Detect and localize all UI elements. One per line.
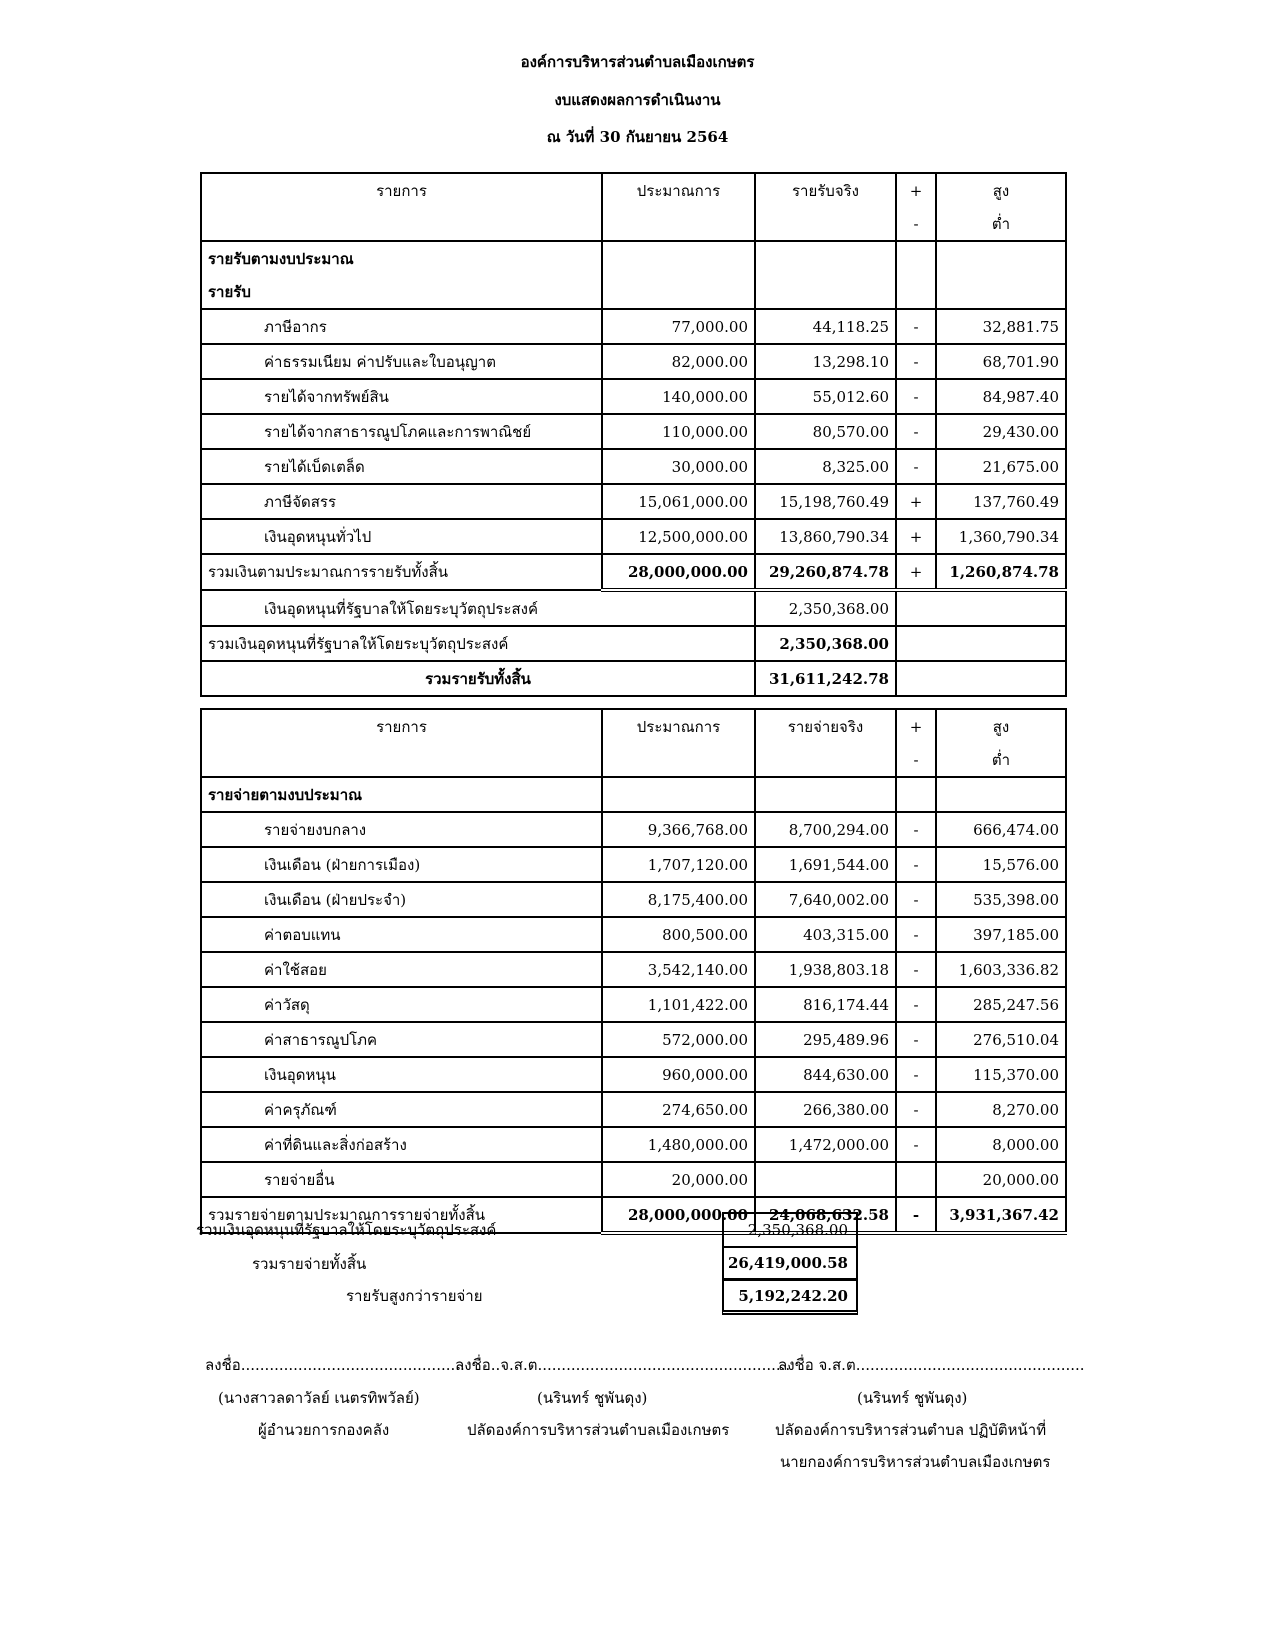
income-total-row [201, 554, 1066, 590]
actual-cell: 2,350,368.00 [755, 590, 896, 626]
surplus-label: รายรับสูงกว่ารายจ่าย [346, 1287, 483, 1305]
actual-cell: 1,938,803.18 [755, 952, 896, 987]
table-row [201, 882, 1066, 917]
surplus-value: 5,192,242.20 [722, 1279, 858, 1315]
table-row [201, 1162, 1066, 1197]
estimate-cell: 77,000.00 [602, 309, 755, 344]
document-title: งบแสดงผลการดำเนินงาน [554, 91, 721, 109]
signer-position-3a: ปลัดองค์การบริหารส่วนตำบล ปฏิบัติหน้าที่ [775, 1421, 1047, 1439]
section-heading: รายจ่ายตามงบประมาณ [201, 777, 602, 812]
col-header-high: สูง [936, 709, 1066, 743]
signer-name-2: (นรินทร์ ชูพันดุง) [537, 1389, 648, 1407]
row-label: ค่าที่ดินและสิ่งก่อสร้าง [201, 1127, 602, 1162]
sign-cell: - [896, 1197, 936, 1233]
table-row [201, 344, 1066, 379]
actual-cell: 403,315.00 [755, 917, 896, 952]
row-label: ค่าใช้สอย [201, 952, 602, 987]
signature-line-2: ลงชื่อ..จ.ส.ต..................................................... [455, 1356, 791, 1374]
row-label: ภาษีจัดสรร [201, 484, 602, 519]
sign-cell: - [896, 952, 936, 987]
col-header-minus: - [896, 743, 936, 777]
sign-cell: + [896, 484, 936, 519]
sign-cell: - [896, 379, 936, 414]
sign-cell: - [896, 1127, 936, 1162]
estimate-cell: 110,000.00 [602, 414, 755, 449]
signer-position-1: ผู้อำนวยการกองคลัง [258, 1421, 390, 1439]
row-label: เงินเดือน (ฝ่ายประจำ) [201, 882, 602, 917]
document-date: ณ วันที่ 30 กันยายน 2564 [546, 128, 729, 146]
actual-cell: 844,630.00 [755, 1057, 896, 1092]
table-row [201, 449, 1066, 484]
sign-cell: - [896, 1092, 936, 1127]
table-row [201, 1057, 1066, 1092]
actual-cell: 13,860,790.34 [755, 519, 896, 554]
col-header-actual: รายรับจริง [755, 173, 896, 207]
col-header-estimate: ประมาณการ [602, 173, 755, 207]
subsection-heading: รายรับ [201, 275, 602, 309]
expense-table [200, 708, 1067, 1235]
diff-cell: 535,398.00 [936, 882, 1066, 917]
actual-cell: 8,325.00 [755, 449, 896, 484]
table-row [201, 987, 1066, 1022]
signature-line-1: ลงชื่อ............................................... [205, 1356, 465, 1374]
sign-cell: - [896, 1022, 936, 1057]
col-header-high: สูง [936, 173, 1066, 207]
actual-cell: 1,691,544.00 [755, 847, 896, 882]
col-header-item: รายการ [201, 709, 602, 743]
actual-cell: 295,489.96 [755, 1022, 896, 1057]
sign-cell: - [896, 987, 936, 1022]
diff-cell: 15,576.00 [936, 847, 1066, 882]
sign-cell: - [896, 344, 936, 379]
row-label: รายได้เบ็ดเตล็ด [201, 449, 602, 484]
sign-cell: - [896, 414, 936, 449]
sign-cell [896, 1162, 936, 1197]
estimate-cell: 960,000.00 [602, 1057, 755, 1092]
row-label: รายจ่ายอื่น [201, 1162, 602, 1197]
estimate-cell: 800,500.00 [602, 917, 755, 952]
row-label: รายได้จากสาธารณูปโภคและการพาณิชย์ [201, 414, 602, 449]
expense-grand-total-label: รวมรายจ่ายทั้งสิ้น [252, 1255, 367, 1273]
estimate-cell: 28,000,000.00 [602, 554, 755, 590]
actual-cell: 31,611,242.78 [755, 661, 896, 696]
estimate-cell: 12,500,000.00 [602, 519, 755, 554]
sign-cell: - [896, 1057, 936, 1092]
sign-cell: - [896, 882, 936, 917]
sign-cell: + [896, 554, 936, 590]
signer-name-1: (นางสาวลดาวัลย์ เนตรทิพวัลย์) [218, 1389, 420, 1407]
actual-cell: 29,260,874.78 [755, 554, 896, 590]
row-label: รวมเงินตามประมาณการรายรับทั้งสิ้น [201, 554, 602, 590]
table-row [201, 379, 1066, 414]
diff-cell: 21,675.00 [936, 449, 1066, 484]
income-grand-total-row [201, 661, 1066, 696]
estimate-cell: 274,650.00 [602, 1092, 755, 1127]
table-row [201, 1022, 1066, 1057]
row-label: เงินเดือน (ฝ่ายการเมือง) [201, 847, 602, 882]
diff-cell: 29,430.00 [936, 414, 1066, 449]
table-row [201, 847, 1066, 882]
table-row [201, 812, 1066, 847]
row-label: ค่าสาธารณูปโภค [201, 1022, 602, 1057]
row-label: รายได้จากทรัพย์สิน [201, 379, 602, 414]
table-row [201, 1092, 1066, 1127]
actual-cell: 80,570.00 [755, 414, 896, 449]
diff-cell: 137,760.49 [936, 484, 1066, 519]
actual-cell: 44,118.25 [755, 309, 896, 344]
sign-cell: - [896, 449, 936, 484]
col-header-actual: รายจ่ายจริง [755, 709, 896, 743]
estimate-cell: 9,366,768.00 [602, 812, 755, 847]
actual-cell: 7,640,002.00 [755, 882, 896, 917]
table-row [201, 917, 1066, 952]
actual-cell: 15,198,760.49 [755, 484, 896, 519]
diff-cell: 8,000.00 [936, 1127, 1066, 1162]
diff-cell: 397,185.00 [936, 917, 1066, 952]
estimate-cell: 20,000.00 [602, 1162, 755, 1197]
row-label: ค่าตอบแทน [201, 917, 602, 952]
row-label: รวมรายรับทั้งสิ้น [201, 661, 755, 696]
table-row [201, 1127, 1066, 1162]
signer-position-2: ปลัดองค์การบริหารส่วนตำบลเมืองเกษตร [467, 1421, 730, 1439]
diff-cell: 1,603,336.82 [936, 952, 1066, 987]
sign-cell: + [896, 519, 936, 554]
estimate-cell: 1,707,120.00 [602, 847, 755, 882]
signer-name-3: (นรินทร์ ชูพันดุง) [857, 1389, 968, 1407]
grant-total-row [201, 626, 1066, 661]
estimate-cell: 28,000,000.00 [602, 1197, 755, 1233]
section-heading: รายรับตามงบประมาณ [201, 241, 602, 275]
sign-cell: - [896, 917, 936, 952]
row-label: รวมรายจ่ายตามประมาณการรายจ่ายทั้งสิ้น [201, 1197, 602, 1233]
expense-grant-total-value: 2,350,368.00 [722, 1212, 858, 1248]
actual-cell: 266,380.00 [755, 1092, 896, 1127]
estimate-cell: 1,480,000.00 [602, 1127, 755, 1162]
col-header-estimate: ประมาณการ [602, 709, 755, 743]
col-header-low: ต่ำ [936, 743, 1066, 777]
actual-cell: 8,700,294.00 [755, 812, 896, 847]
table-row [201, 484, 1066, 519]
diff-cell: 1,360,790.34 [936, 519, 1066, 554]
signer-position-3b: นายกองค์การบริหารส่วนตำบลเมืองเกษตร [780, 1453, 1051, 1471]
actual-cell [755, 1162, 896, 1197]
row-label: ค่าครุภัณฑ์ [201, 1092, 602, 1127]
row-label: ค่าวัสดุ [201, 987, 602, 1022]
col-header-minus: - [896, 207, 936, 241]
estimate-cell: 140,000.00 [602, 379, 755, 414]
grant-row [201, 590, 1066, 626]
row-label: เงินอุดหนุน [201, 1057, 602, 1092]
diff-cell: 84,987.40 [936, 379, 1066, 414]
actual-cell: 55,012.60 [755, 379, 896, 414]
estimate-cell: 8,175,400.00 [602, 882, 755, 917]
row-label: เงินอุดหนุนทั่วไป [201, 519, 602, 554]
signature-line-3: ลงชื่อ จ.ส.ต................................................ [778, 1356, 1085, 1374]
actual-cell: 24,068,632.58 [755, 1197, 896, 1233]
sign-cell: - [896, 847, 936, 882]
col-header-item: รายการ [201, 173, 602, 207]
sign-cell: - [896, 309, 936, 344]
table-row [201, 414, 1066, 449]
diff-cell: 1,260,874.78 [936, 554, 1066, 590]
table-row [201, 952, 1066, 987]
col-header-plus: + [896, 709, 936, 743]
row-label: ภาษีอากร [201, 309, 602, 344]
actual-cell: 816,174.44 [755, 987, 896, 1022]
estimate-cell: 82,000.00 [602, 344, 755, 379]
row-label: รายจ่ายงบกลาง [201, 812, 602, 847]
actual-cell: 13,298.10 [755, 344, 896, 379]
sign-cell: - [896, 812, 936, 847]
estimate-cell: 1,101,422.00 [602, 987, 755, 1022]
actual-cell: 1,472,000.00 [755, 1127, 896, 1162]
estimate-cell: 3,542,140.00 [602, 952, 755, 987]
diff-cell: 666,474.00 [936, 812, 1066, 847]
diff-cell: 68,701.90 [936, 344, 1066, 379]
col-header-low: ต่ำ [936, 207, 1066, 241]
diff-cell: 276,510.04 [936, 1022, 1066, 1057]
table-row [201, 519, 1066, 554]
expense-grand-total-value: 26,419,000.58 [722, 1246, 858, 1280]
estimate-cell: 15,061,000.00 [602, 484, 755, 519]
diff-cell: 20,000.00 [936, 1162, 1066, 1197]
row-label: รวมเงินอุดหนุนที่รัฐบาลให้โดยระบุวัตถุประสงค์ [201, 626, 755, 661]
col-header-plus: + [896, 173, 936, 207]
diff-cell: 32,881.75 [936, 309, 1066, 344]
diff-cell: 3,931,367.42 [936, 1197, 1066, 1233]
org-name: องค์การบริหารส่วนตำบลเมืองเกษตร [520, 53, 755, 71]
estimate-cell: 572,000.00 [602, 1022, 755, 1057]
diff-cell: 285,247.56 [936, 987, 1066, 1022]
expense-grant-total-label: รวมเงินอุดหนุนที่รัฐบาลให้โดยระบุวัตถุประสงค์ [196, 1221, 497, 1239]
row-label: ค่าธรรมเนียม ค่าปรับและใบอนุญาต [201, 344, 602, 379]
diff-cell: 115,370.00 [936, 1057, 1066, 1092]
actual-cell: 2,350,368.00 [755, 626, 896, 661]
estimate-cell: 30,000.00 [602, 449, 755, 484]
table-row [201, 309, 1066, 344]
diff-cell: 8,270.00 [936, 1092, 1066, 1127]
row-label: เงินอุดหนุนที่รัฐบาลให้โดยระบุวัตถุประสงค์ [201, 590, 755, 626]
income-table [200, 172, 1067, 697]
